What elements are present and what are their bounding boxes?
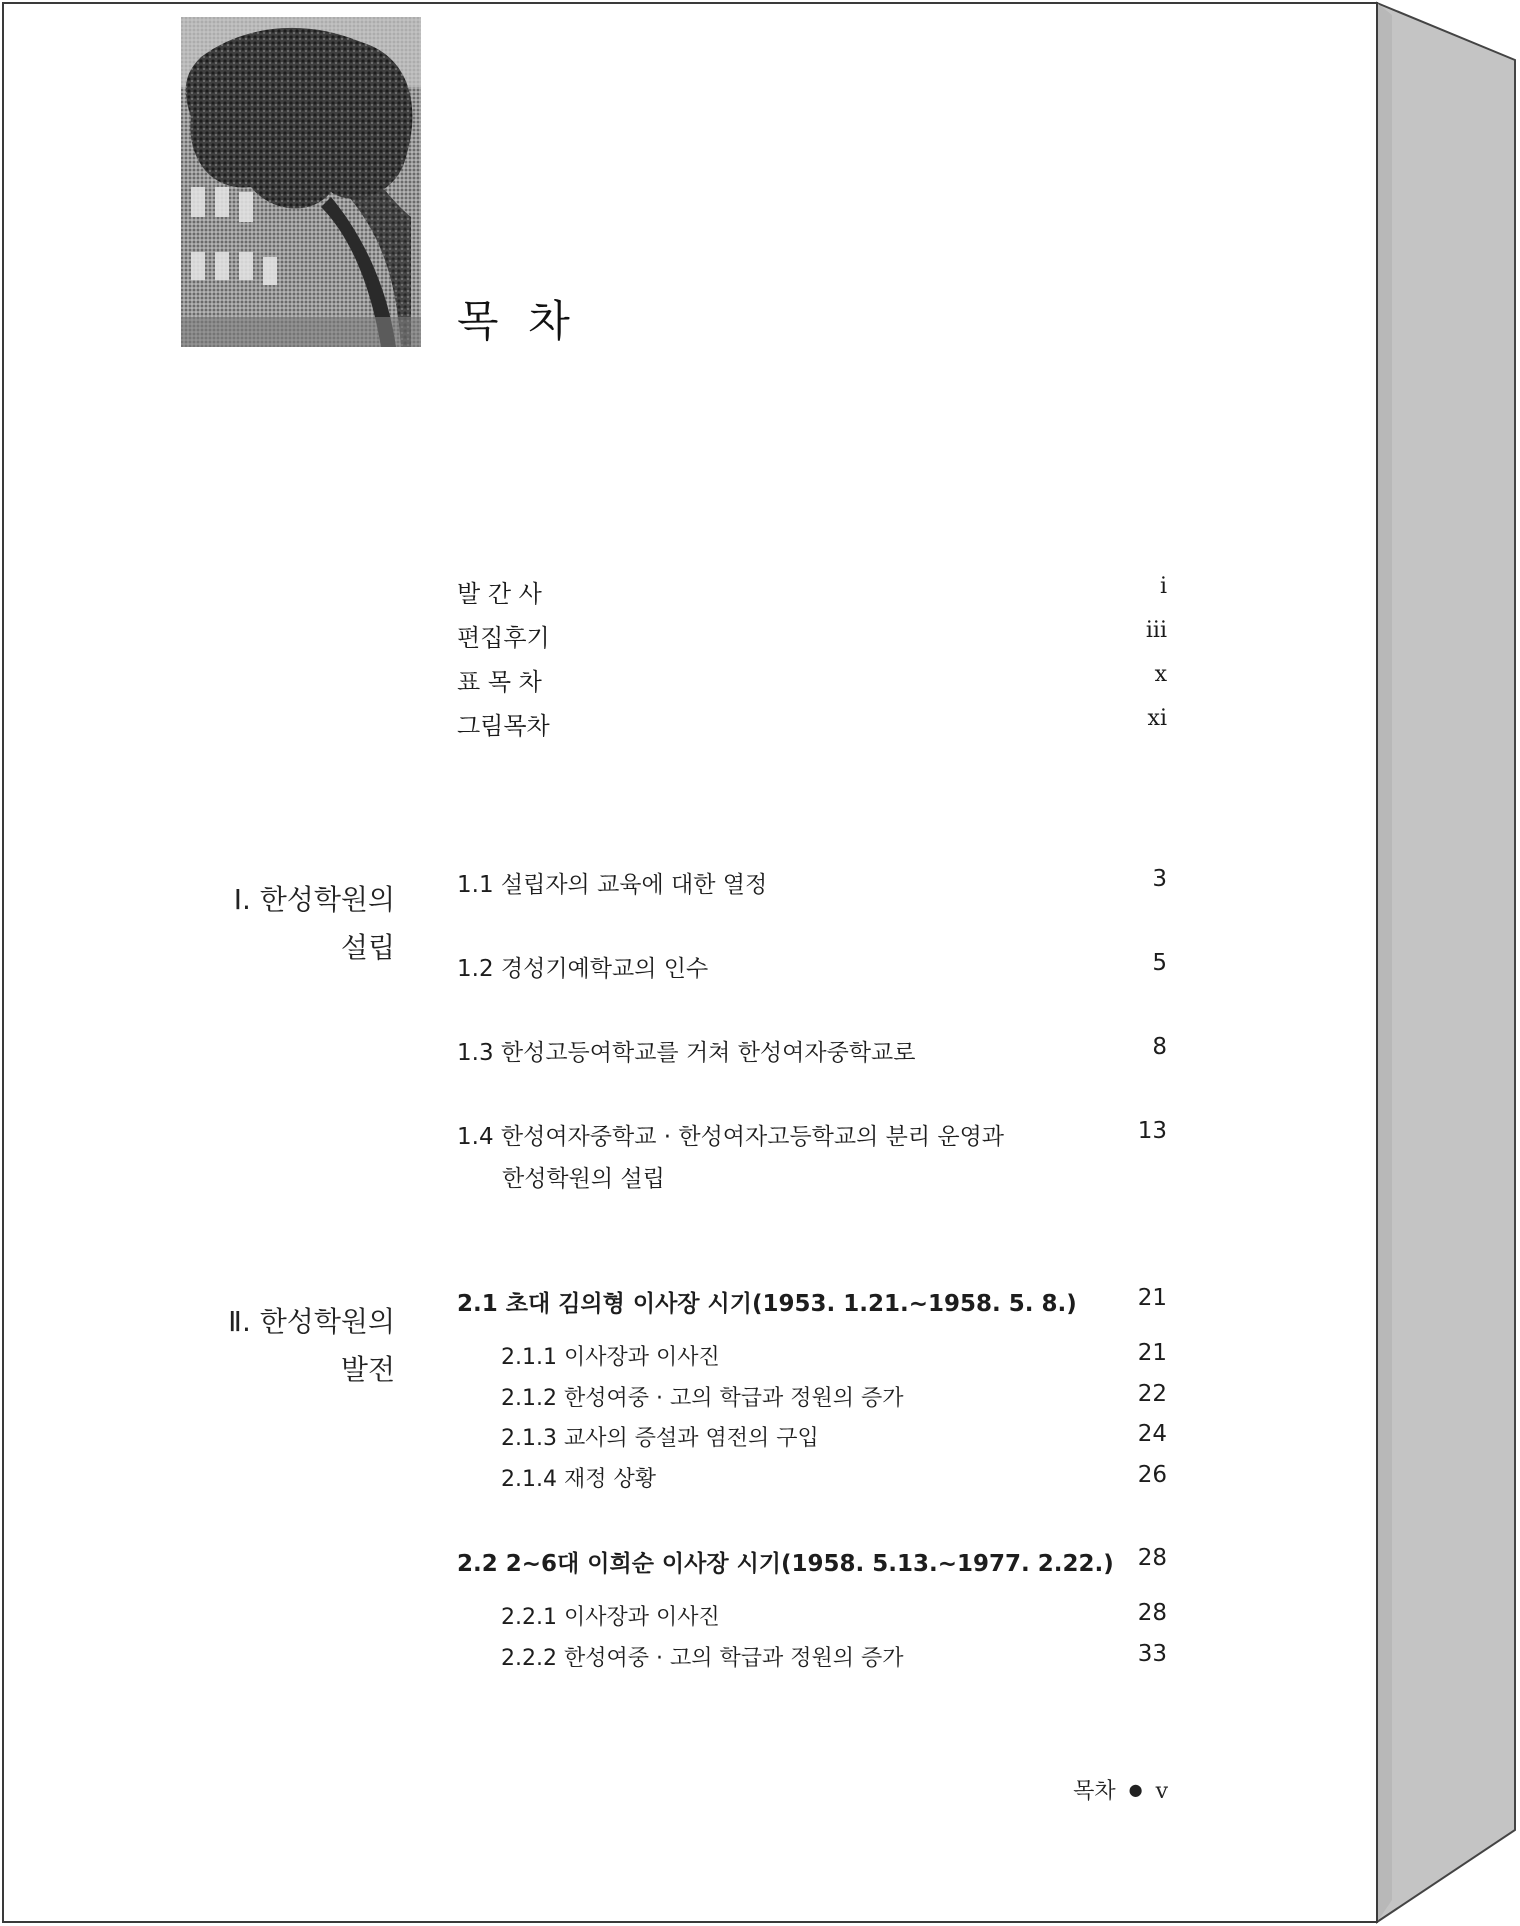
part-1-label: [135, 876, 395, 972]
part-2-label: [135, 1298, 395, 1394]
toc-subsection-label: 2.1.4 재정 상황: [501, 1467, 656, 1492]
toc-entry-continuation[interactable]: 한성학원의 설립: [502, 1166, 665, 1192]
toc-section-label: 2.1 초대 김의형 이사장 시기(1953. 1.21.~1958. 5. 8.): [457, 1291, 1077, 1317]
toc-subsection-label: 2.1.3 교사의 증설과 염전의 구입: [501, 1426, 819, 1451]
part-2-label-line2: 발전: [340, 1353, 395, 1386]
footer-bullet: ●: [1128, 1780, 1143, 1799]
page-title: 목 차: [457, 297, 578, 347]
toc-entry-label: 1.3 한성고등여학교를 거쳐 한성여자중학교로: [457, 1040, 916, 1066]
page-side-edge: [1377, 3, 1515, 1922]
toc-entry-page: 3: [1152, 866, 1167, 892]
toc-entry-label: 1.4 한성여자중학교 · 한성여자고등학교의 분리 운영과: [457, 1124, 1005, 1150]
front-matter-page: xi: [1147, 706, 1167, 731]
part-1-label-line1: Ⅰ. 한성학원의: [233, 883, 395, 916]
toc-entry-label: 1.2 경성기예학교의 인수: [457, 956, 709, 982]
building-photo: [181, 17, 421, 347]
toc-entry-page: 5: [1152, 950, 1167, 976]
toc-subsection-page: 33: [1137, 1641, 1167, 1667]
toc-entry-page: 13: [1137, 1118, 1167, 1144]
footer-page-number: v: [1155, 1779, 1168, 1804]
toc-section-label: 2.2 2~6대 이희순 이사장 시기(1958. 5.13.~1977. 2.22.): [457, 1551, 1114, 1577]
toc-section-page: 28: [1137, 1545, 1167, 1571]
toc-subsection-label: 2.1.2 한성여중 · 고의 학급과 정원의 증가: [501, 1386, 904, 1411]
front-matter-page: x: [1154, 662, 1167, 687]
toc-subsection-page: 21: [1137, 1340, 1167, 1366]
toc-entry-page: 8: [1152, 1034, 1167, 1060]
front-matter-row[interactable]: [457, 662, 1167, 702]
front-matter-row[interactable]: [457, 618, 1167, 658]
front-matter-label: 편집후기: [457, 624, 550, 652]
toc-subsection-page: 24: [1137, 1421, 1167, 1447]
toc-subsection-label: 2.2.1 이사장과 이사진: [501, 1605, 720, 1630]
toc-subsection-label: 2.1.1 이사장과 이사진: [501, 1345, 720, 1370]
front-matter-label: 그림목차: [457, 712, 550, 740]
front-matter-page: iii: [1145, 618, 1167, 643]
front-matter-label: 발 간 사: [457, 580, 542, 608]
part-1-label-line2: 설립: [340, 931, 395, 964]
toc-subsection-page: 26: [1137, 1462, 1167, 1488]
front-matter-label: 표 목 차: [457, 668, 542, 696]
footer-label: 목차: [1073, 1779, 1116, 1804]
page-footer: [1073, 1774, 1168, 1805]
toc-section-page: 21: [1137, 1285, 1167, 1311]
toc-subsection-page: 28: [1137, 1600, 1167, 1626]
front-matter-row[interactable]: [457, 574, 1167, 614]
toc-subsection-page: 22: [1137, 1381, 1167, 1407]
toc-subsection-label: 2.2.2 한성여중 · 고의 학급과 정원의 증가: [501, 1646, 904, 1671]
front-matter-row[interactable]: [457, 706, 1167, 746]
toc-entry-label: 1.1 설립자의 교육에 대한 열정: [457, 872, 768, 898]
front-matter-page: i: [1159, 574, 1167, 599]
page-side-shadow: [1377, 3, 1392, 1922]
part-2-label-line1: Ⅱ. 한성학원의: [228, 1305, 395, 1338]
